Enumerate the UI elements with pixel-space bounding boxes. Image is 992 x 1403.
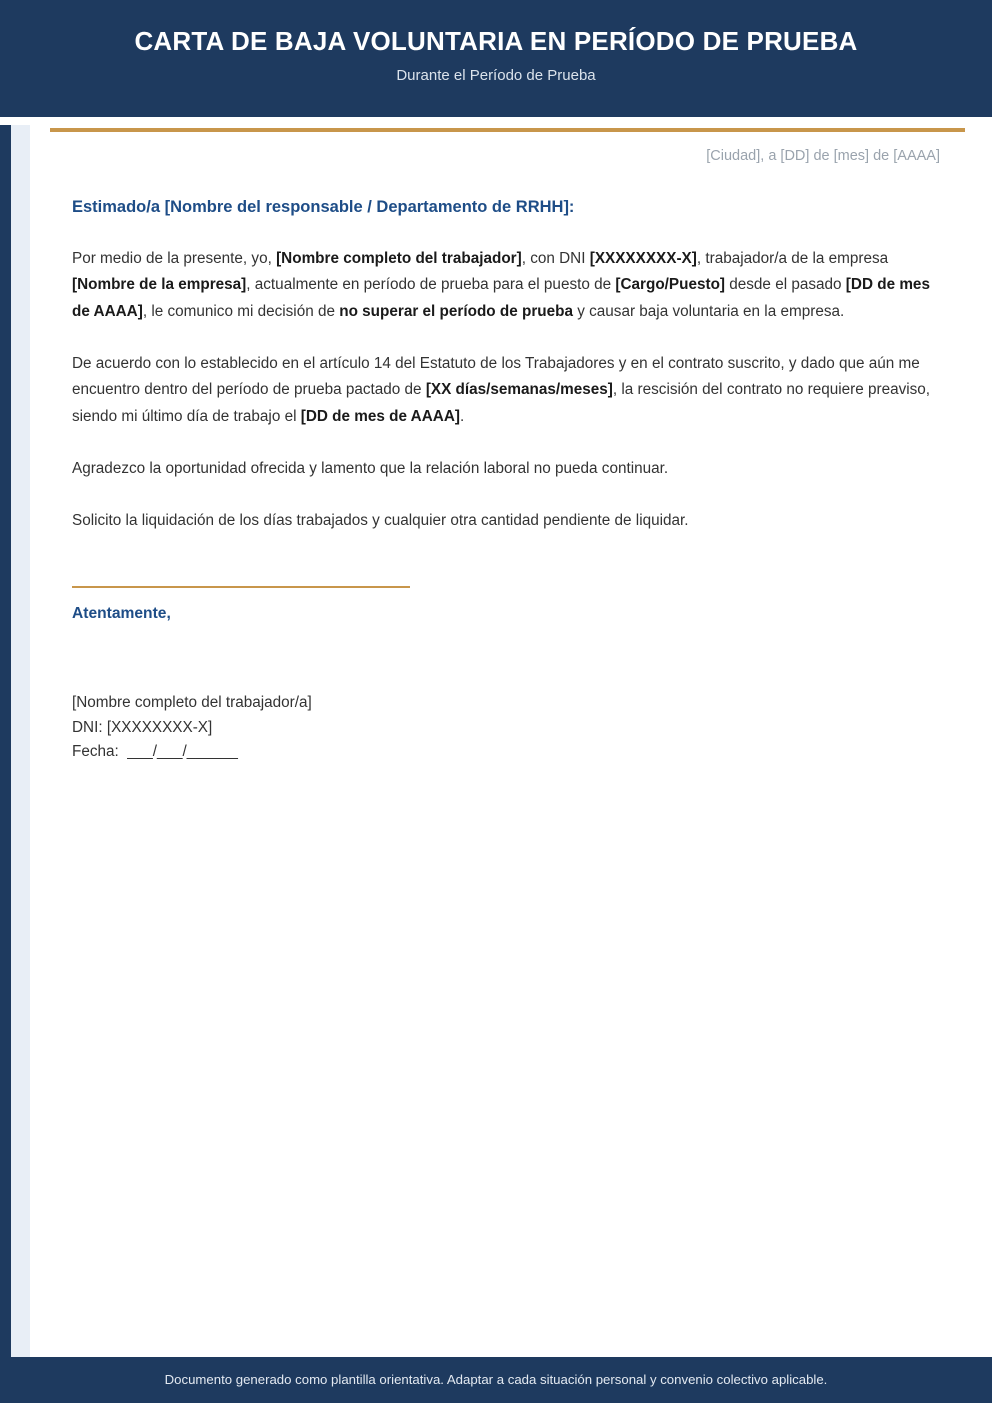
sign-off: Atentamente,	[72, 605, 171, 623]
letter-sheet	[30, 117, 992, 1357]
letter-paragraphs	[72, 246, 945, 534]
paragraph-text: , trabajador/a de la empresa	[696, 250, 889, 268]
gold-divider-signature	[72, 586, 410, 588]
gold-divider-top	[50, 128, 965, 132]
letter-content	[72, 147, 945, 765]
paragraph-text: Agradezco la oportunidad ofrecida y lamento que la relación laboral no pueda continuar.	[72, 459, 669, 477]
paragraph	[72, 508, 945, 534]
date-line: [Ciudad], a [DD] de [mes] de [AAAA]	[706, 148, 940, 164]
paragraph-text: .	[459, 407, 465, 425]
paragraph	[72, 456, 945, 482]
paragraph-text: , con DNI	[521, 250, 590, 268]
page-title: CARTA DE BAJA VOLUNTARIA EN PERÍODO DE PRUEBA	[134, 26, 858, 56]
paragraph-text: Solicito la liquidación de los días trabajados y cualquier otra cantidad pendiente de liquidar.	[72, 512, 689, 530]
paragraph	[72, 351, 945, 430]
signature-name-field: [Nombre completo del trabajador/a]	[72, 693, 312, 711]
placeholder-field: [Cargo/Puesto]	[615, 276, 726, 294]
placeholder-field: no superar el período de prueba	[339, 302, 573, 320]
left-navy-rail	[0, 125, 11, 1357]
footer-disclaimer: Documento generado como plantilla orientativa. Adaptar a cada situación personal y convenio colectivo aplicable.	[164, 1372, 828, 1388]
document-page-area	[0, 117, 992, 1357]
placeholder-field: [XXXXXXXX-X]	[589, 250, 697, 268]
salutation: Estimado/a [Nombre del responsable / Departamento de RRHH]:	[72, 197, 575, 216]
placeholder-field: [DD de mes de AAAA]	[300, 407, 460, 425]
paragraph	[72, 246, 945, 325]
placeholder-field: [Nombre completo del trabajador]	[276, 250, 522, 268]
left-light-rail	[11, 125, 30, 1357]
signature-fields	[72, 691, 945, 765]
paragraph-text: desde el pasado	[725, 276, 846, 294]
paragraph-text: , la rescisión del contrato no requiere preaviso, siendo mi último día de trabajo el	[72, 381, 931, 425]
paragraph-text: De acuerdo con lo establecido en el artículo 14 del Estatuto de los Trabajadores y en el contrato suscrito, y dado que aún me encuentro dentro del período de prueba pactado de	[72, 355, 920, 399]
paragraph-text: y causar baja voluntaria en la empresa.	[572, 302, 845, 320]
signature-block	[72, 586, 945, 765]
placeholder-field: [Nombre de la empresa]	[72, 276, 247, 294]
placeholder-field: [DD de mes de AAAA]	[72, 276, 930, 320]
paragraph-text: Por medio de la presente, yo,	[72, 250, 277, 268]
document-footer-banner	[0, 1357, 992, 1403]
placeholder-field: [XX días/semanas/meses]	[425, 381, 613, 399]
paragraph-text: , le comunico mi decisión de	[142, 302, 340, 320]
page-subtitle: Durante el Período de Prueba	[396, 66, 596, 84]
signature-date-field: Fecha: ___/___/______	[72, 743, 238, 761]
document-header-banner	[0, 0, 992, 117]
paragraph-text: , actualmente en período de prueba para el puesto de	[246, 276, 616, 294]
signature-dni-field: DNI: [XXXXXXXX-X]	[72, 718, 213, 736]
